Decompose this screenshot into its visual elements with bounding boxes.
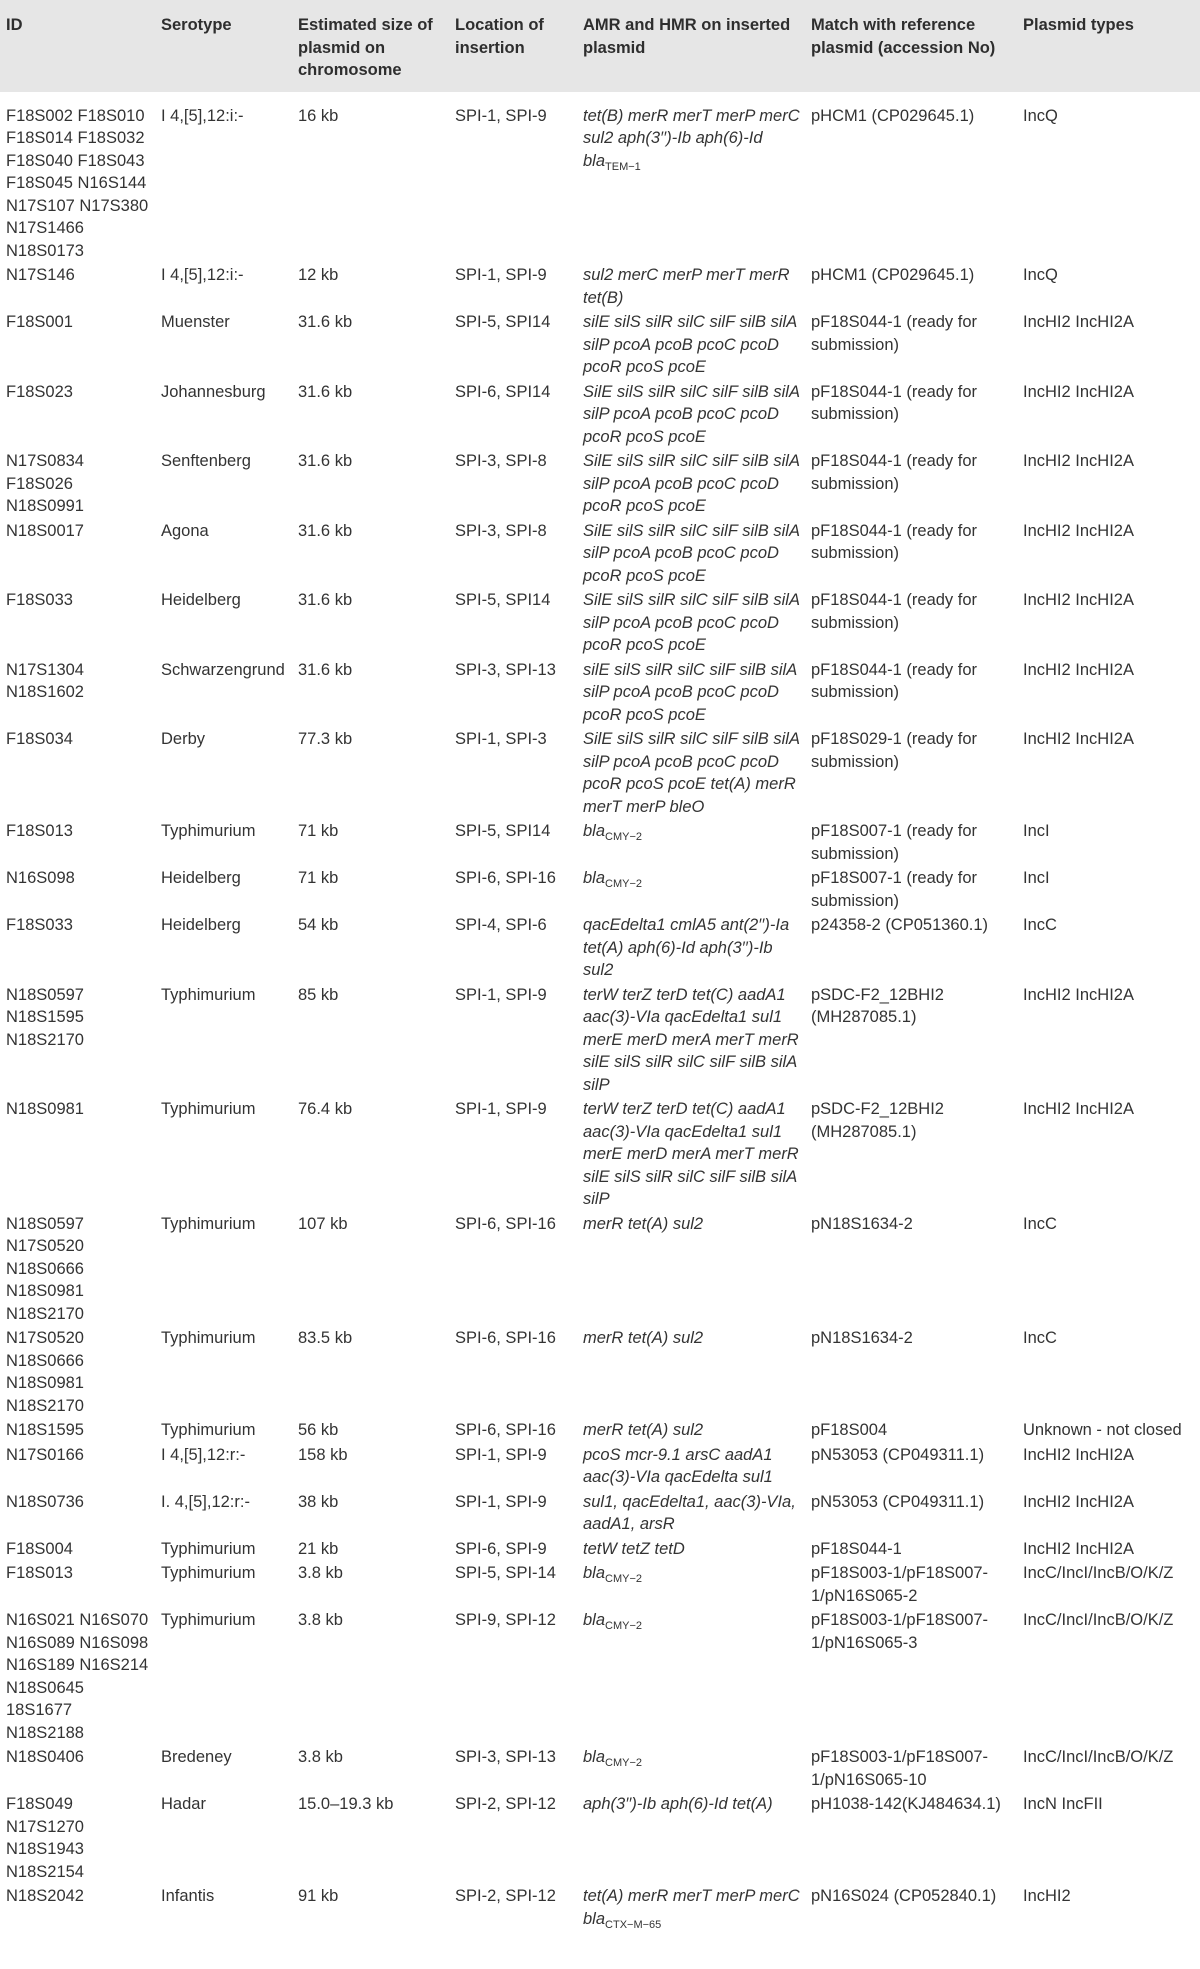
cell-id: N18S0597 N18S1595 N18S2170 (6, 985, 84, 1049)
cell-size: 71 kb (298, 822, 339, 840)
cell-location: SPI-6, SPI-9 (455, 1539, 547, 1558)
cell-id: F18S002 F18S010 F18S014 F18S032 F18S040 F18S043 F18S045 N16S144 N17S107 N17S380 N17S1466 N18S0173 (6, 106, 149, 260)
cell-id: F18S033 (6, 916, 73, 934)
cell-size: 3.8 kb (298, 1611, 343, 1629)
cell-id: N17S0834 F18S026 N18S0991 (6, 452, 84, 515)
cell-location: SPI-1, SPI-9 (455, 1100, 547, 1118)
cell-type: IncHI2 IncHI2A (1023, 521, 1134, 540)
table-row (0, 380, 1200, 450)
cell-genes (577, 1097, 805, 1212)
table-row (0, 913, 1200, 983)
header-row (0, 0, 1200, 92)
cell-size: 31.6 kb (298, 382, 353, 401)
cell-match: pF18S003-1/pF18S007-1/pN16S065-2 (811, 1564, 989, 1605)
cell-type: IncC (1023, 1214, 1057, 1233)
cell-genes (577, 449, 805, 519)
cell-size: 71 kb (298, 869, 339, 887)
cell-location: SPI-1, SPI-3 (455, 730, 547, 748)
cell-type: IncHI2 IncHI2A (1023, 1539, 1134, 1558)
table-row (0, 1097, 1200, 1212)
cell-location: SPI-3, SPI-13 (455, 660, 556, 679)
table-row (0, 1792, 1200, 1884)
gene-list: silE silS silR silC silF silB silA silP pcoA pcoB pcoC pcoD pcoR pcoS pcoE (583, 660, 797, 724)
gene-list: aph(3′′)-Ib aph(6)-Id tet(A) (583, 1795, 773, 1813)
cell-location: SPI-5, SPI14 (455, 822, 551, 840)
gene-list: terW terZ terD tet(C) aadA1 aac(3)-VIa qacEdelta1 sul1 merE merD merA merT merR silE silS silR silC silF silB silA silP (583, 1100, 799, 1208)
cell-id: F18S033 (6, 591, 73, 609)
cell-id: F18S049 N17S1270 N18S1943 N18S2154 (6, 1795, 84, 1881)
cell-match: pN53053 (CP049311.1) (811, 1492, 985, 1511)
cell-match: pF18S007-1 (ready for submission) (811, 822, 978, 863)
header-size: Estimated size of plasmid on chromosome (298, 16, 433, 79)
cell-id: N16S098 (6, 869, 75, 887)
cell-match: pN16S024 (CP052840.1) (811, 1887, 997, 1905)
cell-size: 3.8 kb (298, 1748, 343, 1766)
cell-size: 12 kb (298, 266, 339, 284)
cell-serotype: I 4,[5],12:r:- (161, 1445, 246, 1464)
cell-size: 91 kb (298, 1887, 339, 1905)
cell-match: pF18S044-1 (ready for submission) (811, 521, 978, 562)
table-row (0, 1490, 1200, 1537)
cell-genes (577, 263, 805, 310)
cell-genes (577, 1537, 805, 1562)
gene-list: merR tet(A) sul2 (583, 1329, 704, 1347)
gene-subscript: CMY−2 (605, 1573, 643, 1585)
cell-type: IncHI2 IncHI2A (1023, 452, 1134, 470)
cell-id: N17S146 (6, 266, 75, 284)
cell-genes (577, 1608, 805, 1745)
cell-genes (577, 1418, 805, 1443)
cell-genes (577, 588, 805, 658)
table-row (0, 819, 1200, 866)
cell-match: pF18S029-1 (ready for submission) (811, 730, 978, 771)
table-row (0, 310, 1200, 380)
cell-size: 83.5 kb (298, 1329, 353, 1347)
cell-match: pSDC-F2_12BHI2 (MH287085.1) (811, 985, 944, 1026)
cell-genes (577, 727, 805, 819)
cell-match: pF18S003-1/pF18S007-1/pN16S065-10 (811, 1748, 989, 1789)
cell-location: SPI-3, SPI-8 (455, 452, 547, 470)
cell-type: IncQ (1023, 266, 1058, 284)
cell-serotype: Typhimurium (161, 1564, 256, 1582)
cell-serotype: Agona (161, 521, 209, 540)
gene-subscript: TEM−1 (605, 160, 641, 173)
table-row (0, 1443, 1200, 1490)
cell-location: SPI-1, SPI-9 (455, 106, 547, 125)
gene-list: sul1, qacEdelta1, aac(3)-VIa, aadA1, arsR (583, 1492, 796, 1533)
cell-id: N17S0520 N18S0666 N18S0981 N18S2170 (6, 1329, 84, 1415)
table-row (0, 1326, 1200, 1418)
cell-serotype: Heidelberg (161, 869, 241, 887)
cell-location: SPI-1, SPI-9 (455, 1492, 547, 1511)
cell-serotype: Derby (161, 730, 206, 748)
cell-serotype: Heidelberg (161, 591, 241, 609)
cell-size: 54 kb (298, 916, 339, 934)
table-row (0, 727, 1200, 819)
cell-genes (577, 1884, 805, 1931)
cell-serotype: I. 4,[5],12:r:- (161, 1492, 250, 1511)
cell-type: IncHI2 IncHI2A (1023, 660, 1134, 679)
cell-location: SPI-6, SPI-16 (455, 1329, 556, 1347)
cell-type: IncHI2 IncHI2A (1023, 730, 1134, 748)
gene-subscript: CTX−M−65 (605, 1918, 662, 1931)
gene-list: terW terZ terD tet(C) aadA1 aac(3)-VIa qacEdelta1 sul1 merE merD merA merT merR silE silS silR silC silF silB silA silP (583, 985, 799, 1094)
cell-serotype: Heidelberg (161, 916, 241, 934)
cell-genes (577, 913, 805, 983)
cell-serotype: I 4,[5],12:i:- (161, 106, 244, 125)
table-row (0, 866, 1200, 913)
cell-size: 15.0–19.3 kb (298, 1795, 394, 1813)
cell-id: F18S013 (6, 822, 73, 840)
cell-genes (577, 866, 805, 913)
table-row (0, 92, 1200, 264)
cell-serotype: Typhimurium (161, 1214, 256, 1233)
cell-location: SPI-3, SPI-13 (455, 1748, 556, 1766)
gene-list: silE silS silR silC silF silB silA silP pcoA pcoB pcoC pcoD pcoR pcoS pcoE (583, 313, 797, 376)
cell-serotype: Typhimurium (161, 1100, 256, 1118)
gene-list: SilE silS silR silC silF silB silA silP pcoA pcoB pcoC pcoD pcoR pcoS pcoE (583, 382, 800, 446)
cell-id: F18S001 (6, 313, 73, 331)
header-genes: AMR and HMR on inserted plasmid (583, 16, 791, 57)
cell-match: pF18S044-1 (ready for submission) (811, 591, 978, 632)
cell-genes (577, 519, 805, 589)
gene-list: sul2 merC merP merT merR tet(B) (583, 266, 790, 307)
cell-type: IncHI2 IncHI2A (1023, 1445, 1134, 1464)
gene-list: bla (583, 1564, 606, 1582)
cell-serotype: Muenster (161, 313, 230, 331)
cell-size: 31.6 kb (298, 313, 353, 331)
header-id: ID (6, 16, 23, 34)
cell-id: N18S1595 (6, 1421, 84, 1439)
cell-location: SPI-5, SPI-14 (455, 1564, 556, 1582)
table-row (0, 1537, 1200, 1562)
header-type: Plasmid types (1023, 16, 1134, 34)
cell-serotype: Typhimurium (161, 985, 256, 1004)
cell-serotype: Schwarzengrund (161, 660, 285, 679)
gene-list: SilE silS silR silC silF silB silA silP pcoA pcoB pcoC pcoD pcoR pcoS pcoE tet(A) merR merT merP bleO (583, 730, 800, 816)
cell-id: N18S0406 (6, 1748, 84, 1766)
cell-genes (577, 1443, 805, 1490)
table-row (0, 1418, 1200, 1443)
cell-location: SPI-5, SPI14 (455, 313, 551, 331)
gene-list: merR tet(A) sul2 (583, 1214, 704, 1233)
cell-location: SPI-1, SPI-9 (455, 985, 547, 1004)
cell-location: SPI-2, SPI-12 (455, 1795, 556, 1813)
gene-subscript: CMY−2 (605, 1757, 643, 1769)
gene-list: bla (583, 869, 606, 887)
cell-location: SPI-6, SPI-16 (455, 869, 556, 887)
cell-genes (577, 310, 805, 380)
cell-id: N17S0166 (6, 1445, 84, 1464)
cell-type: IncHI2 IncHI2A (1023, 985, 1134, 1004)
cell-location: SPI-5, SPI14 (455, 591, 551, 609)
cell-location: SPI-4, SPI-6 (455, 916, 547, 934)
cell-location: SPI-6, SPI-16 (455, 1421, 556, 1439)
table-row (0, 519, 1200, 589)
cell-size: 31.6 kb (298, 452, 353, 470)
cell-match: pF18S044-1 (ready for submission) (811, 382, 978, 423)
gene-list: merR tet(A) sul2 (583, 1421, 704, 1439)
cell-size: 107 kb (298, 1214, 348, 1233)
cell-serotype: Senftenberg (161, 452, 251, 470)
cell-size: 21 kb (298, 1539, 339, 1558)
cell-location: SPI-1, SPI-9 (455, 266, 547, 284)
cell-location: SPI-3, SPI-8 (455, 521, 547, 540)
cell-size: 85 kb (298, 985, 339, 1004)
cell-match: pF18S044-1 (811, 1539, 902, 1558)
cell-genes (577, 1792, 805, 1884)
table-header (0, 0, 1200, 92)
cell-type: IncHI2 IncHI2A (1023, 591, 1134, 609)
table-row (0, 1212, 1200, 1327)
cell-match: pN18S1634-2 (811, 1329, 913, 1347)
cell-location: SPI-6, SPI14 (455, 382, 551, 401)
cell-size: 76.4 kb (298, 1100, 353, 1118)
cell-size: 77.3 kb (298, 730, 353, 748)
cell-genes (577, 380, 805, 450)
cell-id: N18S0017 (6, 521, 84, 540)
cell-serotype: Typhimurium (161, 1421, 256, 1439)
cell-size: 31.6 kb (298, 660, 353, 679)
cell-genes (577, 1561, 805, 1608)
cell-serotype: Infantis (161, 1887, 215, 1905)
cell-serotype: Bredeney (161, 1748, 232, 1766)
cell-genes (577, 1745, 805, 1792)
table-row (0, 658, 1200, 728)
table-row (0, 449, 1200, 519)
cell-genes (577, 658, 805, 728)
cell-match: pF18S004 (811, 1421, 888, 1439)
cell-type: IncI (1023, 822, 1050, 840)
cell-id: F18S034 (6, 730, 73, 748)
cell-location: SPI-1, SPI-9 (455, 1445, 547, 1464)
gene-list: SilE silS silR silC silF silB silA silP pcoA pcoB pcoC pcoD pcoR pcoS pcoE (583, 521, 800, 585)
cell-size: 31.6 kb (298, 521, 353, 540)
cell-type: IncN IncFII (1023, 1795, 1103, 1813)
cell-id: N18S0597 N17S0520 N18S0666 N18S0981 N18S2170 (6, 1214, 84, 1323)
cell-size: 158 kb (298, 1445, 348, 1464)
cell-match: pSDC-F2_12BHI2 (MH287085.1) (811, 1100, 944, 1141)
gene-list: SilE silS silR silC silF silB silA silP pcoA pcoB pcoC pcoD pcoR pcoS pcoE (583, 591, 800, 654)
cell-location: SPI-9, SPI-12 (455, 1611, 556, 1629)
cell-id: F18S004 (6, 1539, 73, 1558)
cell-type: IncC (1023, 916, 1057, 934)
cell-size: 38 kb (298, 1492, 339, 1511)
cell-id: F18S013 (6, 1564, 73, 1582)
table-row (0, 1561, 1200, 1608)
cell-genes (577, 819, 805, 866)
gene-list: tet(B) merR merT merP merC sul2 aph(3′′)-Ib aph(6)-Id bla (583, 106, 800, 170)
cell-match: p24358-2 (CP051360.1) (811, 916, 989, 934)
cell-type: IncQ (1023, 106, 1058, 125)
cell-id: N18S0736 (6, 1492, 84, 1511)
cell-size: 16 kb (298, 106, 339, 125)
gene-list: SilE silS silR silC silF silB silA silP pcoA pcoB pcoC pcoD pcoR pcoS pcoE (583, 452, 800, 515)
gene-list: bla (583, 1611, 606, 1629)
cell-type: IncHI2 IncHI2A (1023, 1492, 1134, 1511)
cell-genes (577, 92, 805, 264)
cell-size: 3.8 kb (298, 1564, 343, 1582)
cell-type: IncHI2 IncHI2A (1023, 382, 1134, 401)
cell-match: pF18S044-1 (ready for submission) (811, 313, 978, 354)
cell-type: IncHI2 (1023, 1887, 1071, 1905)
cell-type: IncC (1023, 1329, 1057, 1347)
table-row (0, 1608, 1200, 1745)
cell-genes (577, 1326, 805, 1418)
gene-subscript: CMY−2 (605, 878, 643, 890)
cell-serotype: Hadar (161, 1795, 206, 1813)
cell-match: pF18S007-1 (ready for submission) (811, 869, 978, 910)
cell-id: N18S2042 (6, 1887, 84, 1905)
gene-list: pcoS mcr-9.1 arsC aadA1 aac(3)-VIa qacEdelta sul1 (583, 1445, 773, 1486)
cell-genes (577, 1490, 805, 1537)
cell-type: Unknown - not closed (1023, 1421, 1182, 1439)
gene-subscript: CMY−2 (605, 831, 643, 843)
cell-type: IncI (1023, 869, 1050, 887)
cell-location: SPI-6, SPI-16 (455, 1214, 556, 1233)
cell-size: 31.6 kb (298, 591, 353, 609)
gene-list: qacEdelta1 cmlA5 ant(2′′)-Ia tet(A) aph(6)-Id aph(3′′)-Ib sul2 (583, 916, 790, 979)
cell-match: pHCM1 (CP029645.1) (811, 266, 975, 284)
cell-serotype: Typhimurium (161, 1539, 256, 1558)
cell-match: pN53053 (CP049311.1) (811, 1445, 985, 1464)
cell-genes (577, 983, 805, 1098)
table-row (0, 1745, 1200, 1792)
header-serotype: Serotype (161, 16, 232, 34)
cell-match: pN18S1634-2 (811, 1214, 913, 1233)
cell-id: N16S021 N16S070 N16S089 N16S098 N16S189 N16S214 N18S0645 18S1677 N18S2188 (6, 1611, 149, 1742)
cell-type: IncC/IncI/IncB/O/K/Z (1023, 1611, 1174, 1629)
header-match: Match with reference plasmid (accession No) (811, 16, 996, 57)
gene-list: bla (583, 822, 606, 840)
cell-type: IncC/IncI/IncB/O/K/Z (1023, 1564, 1174, 1582)
table-row (0, 1884, 1200, 1931)
table-row (0, 983, 1200, 1098)
gene-list: tet(A) merR merT merP merC bla (583, 1887, 800, 1928)
cell-serotype: Typhimurium (161, 1611, 256, 1629)
cell-match: pF18S003-1/pF18S007-1/pN16S065-3 (811, 1611, 989, 1652)
cell-serotype: Johannesburg (161, 382, 266, 401)
cell-match: pHCM1 (CP029645.1) (811, 106, 975, 125)
cell-match: pF18S044-1 (ready for submission) (811, 452, 978, 493)
table-row (0, 263, 1200, 310)
cell-type: IncHI2 IncHI2A (1023, 313, 1134, 331)
cell-serotype: Typhimurium (161, 822, 256, 840)
gene-list: bla (583, 1748, 606, 1766)
gene-list: tetW tetZ tetD (583, 1539, 685, 1558)
cell-type: IncC/IncI/IncB/O/K/Z (1023, 1748, 1174, 1766)
cell-serotype: Typhimurium (161, 1329, 256, 1347)
table-row (0, 588, 1200, 658)
cell-id: F18S023 (6, 382, 73, 401)
cell-location: SPI-2, SPI-12 (455, 1887, 556, 1905)
table-body (0, 92, 1200, 1932)
gene-subscript: CMY−2 (605, 1620, 643, 1632)
cell-match: pH1038-142(KJ484634.1) (811, 1795, 1001, 1813)
cell-id: N18S0981 (6, 1100, 84, 1118)
cell-size: 56 kb (298, 1421, 339, 1439)
cell-serotype: I 4,[5],12:i:- (161, 266, 244, 284)
header-location: Location of insertion (455, 16, 544, 57)
cell-match: pF18S044-1 (ready for submission) (811, 660, 978, 701)
cell-type: IncHI2 IncHI2A (1023, 1100, 1134, 1118)
cell-genes (577, 1212, 805, 1327)
cell-id: N17S1304 N18S1602 (6, 660, 84, 701)
